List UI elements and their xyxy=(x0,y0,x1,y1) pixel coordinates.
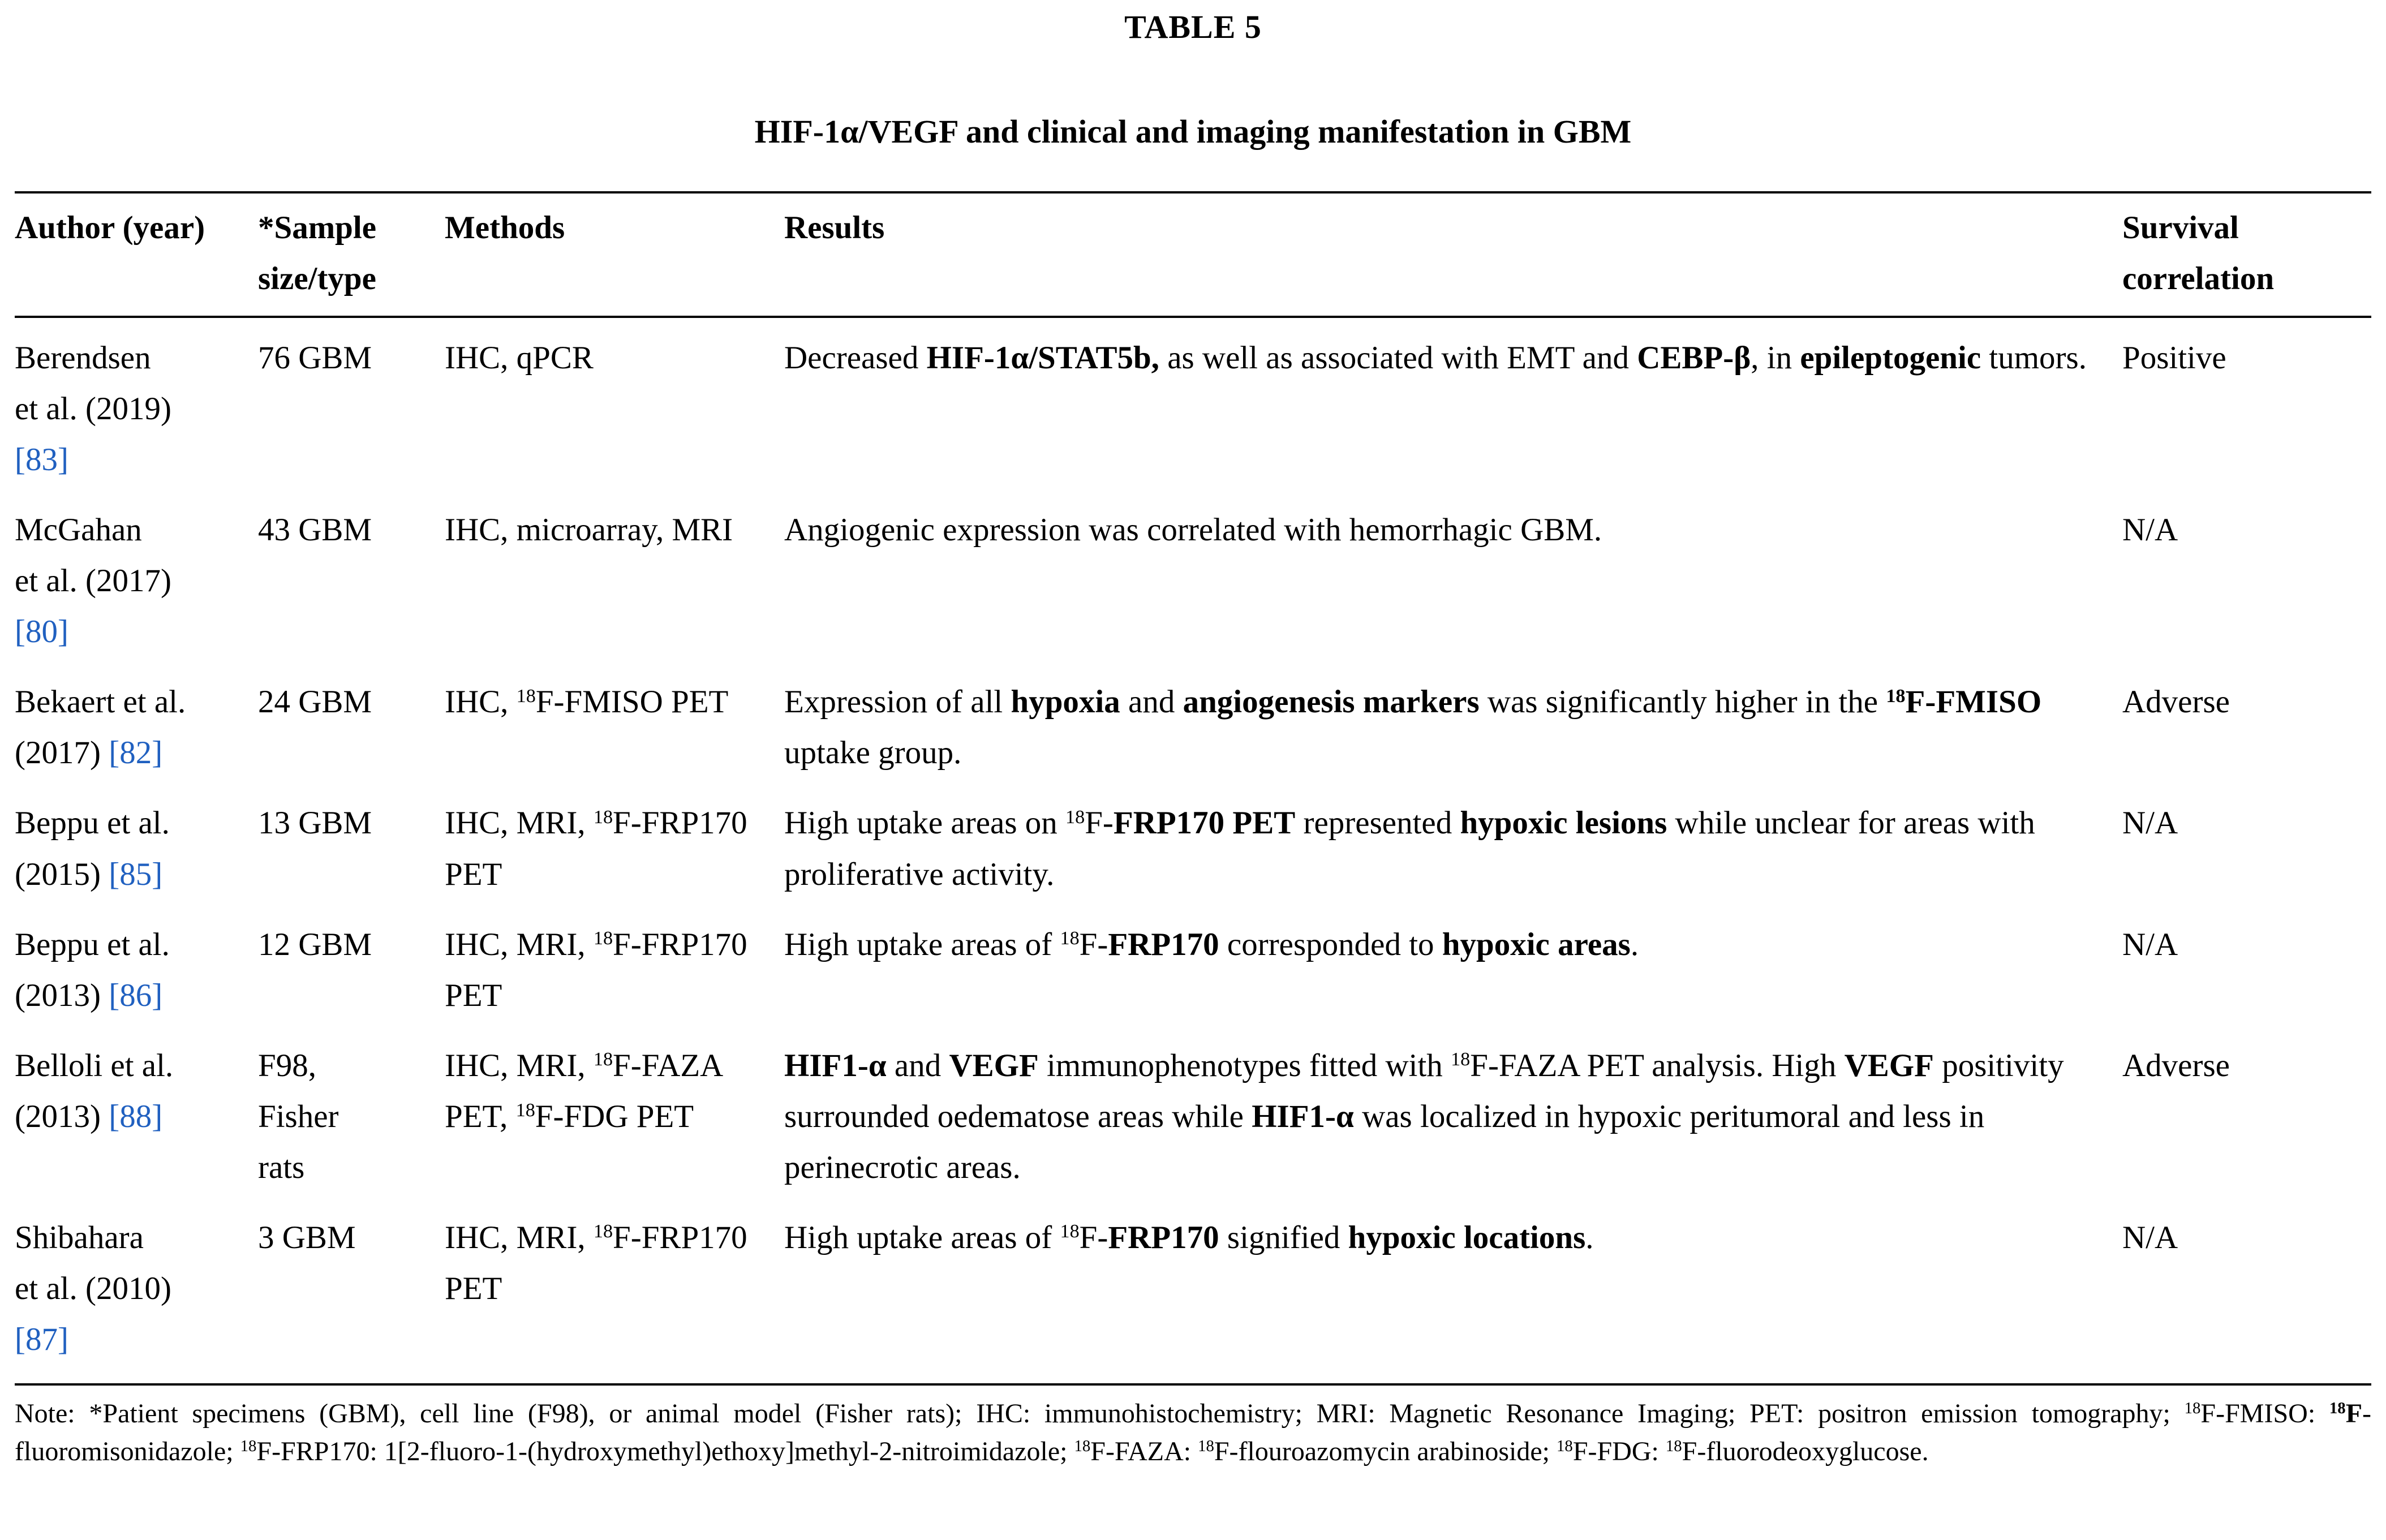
cell-results: Angiogenic expression was correlated with hemorrhagic GBM. xyxy=(784,512,1602,548)
table-row xyxy=(15,490,2371,662)
results-table xyxy=(15,191,2371,1386)
cell-methods: IHC, MRI, $^{18}$F-FRP170 PET xyxy=(445,926,747,1013)
cell-survival: N/A xyxy=(2122,805,2178,841)
citation-link[interactable]: [87] xyxy=(15,1321,68,1357)
cell-survival: Positive xyxy=(2122,340,2226,376)
table-title: HIF-1α/VEGF and clinical and imaging manifestation in GBM xyxy=(754,113,1632,150)
table-row xyxy=(15,662,2371,783)
cell-sample: 24 GBM xyxy=(258,684,372,720)
citation-link[interactable]: [83] xyxy=(15,442,68,478)
cell-survival: Adverse xyxy=(2122,684,2230,720)
table-row xyxy=(15,905,2371,1026)
citation-link[interactable]: [82] xyxy=(109,735,163,771)
cell-author: Bekaert et al. (2017) [82] xyxy=(15,684,186,771)
cell-sample: 13 GBM xyxy=(258,805,372,841)
column-header-survival: Survival correlation xyxy=(2122,192,2371,317)
cell-author: Berendsen et al. (2019) [83] xyxy=(15,340,171,478)
cell-methods: IHC, qPCR xyxy=(445,340,594,376)
cell-survival: Adverse xyxy=(2122,1047,2230,1083)
cell-methods: IHC, MRI, $^{18}$F-FRP170 PET xyxy=(445,805,747,892)
table-body xyxy=(15,317,2371,1384)
table-note: Note: *Patient specimens (GBM), cell line (F98), or animal model (Fisher rats); IHC: immunohistochemistry; MRI: Magnetic Resonance Imaging; PET: positron emission tomography; $^{18}$F-FMISO: $^{18}$F-fluoromisonidazole; $^{18}$F-FRP170: 1[2-fluoro-1-(hydroxymethyl)ethoxy]methyl-2-nitroimidazole; $^{18}$F-FAZA: $^{18}$F-flouroazomycin arabinoside; $^{18}$F-FDG: $^{18}$F-fluorodeoxyglucose. xyxy=(15,1398,2372,1467)
column-header-sample: *Sample size/type xyxy=(258,192,445,317)
cell-author: Beppu et al. (2013) [86] xyxy=(15,926,170,1013)
citation-link[interactable]: [88] xyxy=(109,1098,163,1134)
cell-sample: F98, Fisher rats xyxy=(258,1047,339,1185)
table-label: TABLE 5 xyxy=(1124,8,1262,45)
cell-survival: N/A xyxy=(2122,512,2178,548)
table-row xyxy=(15,317,2371,490)
cell-survival: N/A xyxy=(2122,1198,2371,1384)
cell-results: Expression of all hypoxia and angiogenesis markers was significantly higher in the $^{18}$F-FMISO uptake group. xyxy=(784,684,2042,771)
cell-methods: IHC, microarray, MRI xyxy=(445,512,733,548)
cell-results: High uptake areas of $^{18}$F-FRP170 signified hypoxic locations. xyxy=(784,1198,2122,1384)
table-row xyxy=(15,783,2371,904)
cell-results: HIF1-α and VEGF immunophenotypes fitted with $^{18}$F-FAZA PET analysis. High VEGF positivity surrounded oedematose areas while HIF1-α was localized in hypoxic peritumoral and less in perinecrotic areas. xyxy=(784,1047,2064,1185)
cell-methods: IHC, MRI, $^{18}$F-FAZA PET, $^{18}$F-FDG PET xyxy=(445,1047,722,1134)
cell-sample: 3 GBM xyxy=(258,1198,445,1384)
cell-results: High uptake areas of $^{18}$F-FRP170 corresponded to hypoxic areas. xyxy=(784,926,1639,962)
cell-methods: IHC, MRI, $^{18}$F-FRP170 PET xyxy=(445,1198,784,1384)
table-header-row xyxy=(15,192,2371,317)
citation-link[interactable]: [80] xyxy=(15,614,68,650)
cell-survival: N/A xyxy=(2122,926,2178,962)
cell-author: Belloli et al. (2013) [88] xyxy=(15,1047,174,1134)
cell-author: McGahan et al. (2017) [80] xyxy=(15,512,171,650)
cell-sample: 76 GBM xyxy=(258,340,372,376)
citation-link[interactable]: [85] xyxy=(109,856,163,892)
citation-link[interactable]: [86] xyxy=(109,977,163,1013)
cell-author: Shibahara et al. (2010) [87] xyxy=(15,1198,258,1384)
table-row xyxy=(15,1026,2371,1198)
cell-sample: 12 GBM xyxy=(258,926,372,962)
column-header-methods: Methods xyxy=(445,192,784,317)
cell-author: Beppu et al. (2015) [85] xyxy=(15,805,170,892)
cell-results: High uptake areas on $^{18}$F-FRP170 PET represented hypoxic lesions while unclear for areas with proliferative activity. xyxy=(784,805,2035,892)
cell-results: Decreased HIF-1α/STAT5b, as well as associated with EMT and CEBP-β, in epileptogenic tumors. xyxy=(784,340,2087,376)
column-header-author: Author (year) xyxy=(15,192,258,317)
cell-sample: 43 GBM xyxy=(258,512,372,548)
column-header-results: Results xyxy=(784,192,2122,317)
table-row xyxy=(15,1198,2371,1384)
cell-methods: IHC, $^{18}$F-FMISO PET xyxy=(445,684,729,720)
